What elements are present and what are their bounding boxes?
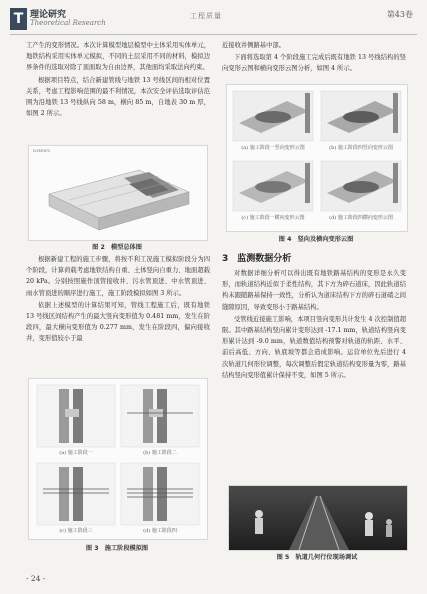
track-adjustment-photo (229, 486, 407, 550)
paragraph: 根据新建工程的施工步骤，将按不利工况施工模拟阶段分为四个阶段，计算荷载考虑地铁结构自重、土体竖向自重力、地面超载 20 kPa。分别按照施作顶管接收井、污水管顶进、中水管顶进、雨水管顶进的顺序进行施工，施工阶段模拟如图 3 所示。 (26, 256, 210, 297)
contour-c-label: (c) 施工阶段一横向变形云图 (241, 215, 305, 221)
paragraph: 受管线近接施工影响，本项目竖向变形共计发生 4 次控制值超限。其中路基结构竖向累计变形达到 -17.1 mm，轨道结构竖向变形累计达到 -9.0 mm，轨道数值结构预警对轨道的轨距、水平、前后高低、方向、轨底坡等都会造成影响。运营单位先后进行 4 次轨道几何形位调整，每次调整后假定轨道结构变形量为零，路基结构竖向变形值累计保持不变，如图 5 所示。 (222, 315, 406, 379)
paragraph: 对数据详细分析可以得出既有地铁路基结构的变形是永久变形，而轨道结构近似于柔性结构，其下方为碎石道床，因此轨道结构未跟随路基保持一致性，分析认为道床结构下方的碎石道碴之间缝隙原因，导致变形小于路基结构。 (222, 270, 406, 311)
paragraph: 根据项目特点，结合新建管线与地铁 13 号线区间的相对位置关系，考虑工程影响范围的最不利情况，本次安全评估选取评估范围为沿地铁 13 号线纵向 58 m，横向 85 m，自地表 30 m 厚，如图 2 所示。 (26, 76, 210, 118)
figure-2-model (28, 145, 208, 241)
figure-3-caption: 图 3 施工阶段模拟图 (85, 545, 149, 552)
journal-title: 理论研究 (30, 10, 67, 20)
figure-4-contours (226, 84, 408, 232)
figure-3-stages (28, 378, 208, 540)
model-label: ELEMENTS (33, 149, 50, 153)
journal-logo: T (10, 8, 27, 30)
header-divider (10, 34, 417, 35)
paragraph: 工产生的变形情况。本次计算模型地层模型中土体采用实体单元，地铁结构采用实体单元模拟，不同的土层采用不同的材料，模拟边界条件的选取对除了顶面取为自由边界，其他面均采取法向约束。 (26, 42, 210, 72)
journal-subtitle: Theoretical Research (30, 19, 106, 27)
left-column-middle (26, 254, 210, 346)
figure-4-caption: 图 4 竖向及横向变形云图 (278, 236, 354, 243)
right-column-top (222, 40, 406, 76)
model-3d-image (29, 146, 207, 240)
page-number: - 24 - (26, 574, 46, 583)
right-column-lower (222, 268, 406, 382)
contour-b-label: (b) 施工阶段四竖向变形云图 (329, 145, 393, 151)
paragraph: 下面将选取第 4 个阶段施工完成后既有地铁 13 号线结构的竖向变形云图和横向变形云图分析，如图 4 所示。 (222, 54, 406, 73)
paragraph: 近接收井侧路基中部。 (222, 42, 285, 49)
stage-4-label: (d) 施工阶段四 (143, 528, 177, 534)
figure-5-photo (228, 485, 408, 551)
contour-d-label: (d) 施工阶段四横向变形云图 (329, 215, 393, 221)
paragraph: 依据上述模型的计算结果可知，管线工程施工后，既有地铁 13 号线区间结构产生的最大竖向变形值为 0.481 mm，发生在阶段四，最大横向变形值为 0.277 mm，发生在阶段四，偏向接收井，变形值较小于最 (26, 301, 210, 343)
construction-stage-images (29, 379, 207, 539)
volume-number: 第43卷 (386, 10, 413, 19)
stage-3-label: (c) 施工阶段三 (59, 528, 93, 534)
figure-2-caption: 图 2 模型总体图 (92, 244, 142, 251)
figure-5-caption: 图 5 轨道几何行位现场调试 (276, 554, 358, 561)
left-column-top (26, 40, 210, 120)
contour-a-label: (a) 施工阶段一竖向变形云图 (241, 145, 305, 151)
page-header (0, 0, 427, 40)
section-heading: 3 监测数据分析 (222, 254, 292, 264)
journal-name: 工程质量 (190, 12, 222, 20)
stage-2-label: (b) 施工阶段二 (143, 450, 177, 456)
stage-1-label: (a) 施工阶段一 (59, 450, 93, 456)
deformation-contour-images (227, 85, 407, 231)
